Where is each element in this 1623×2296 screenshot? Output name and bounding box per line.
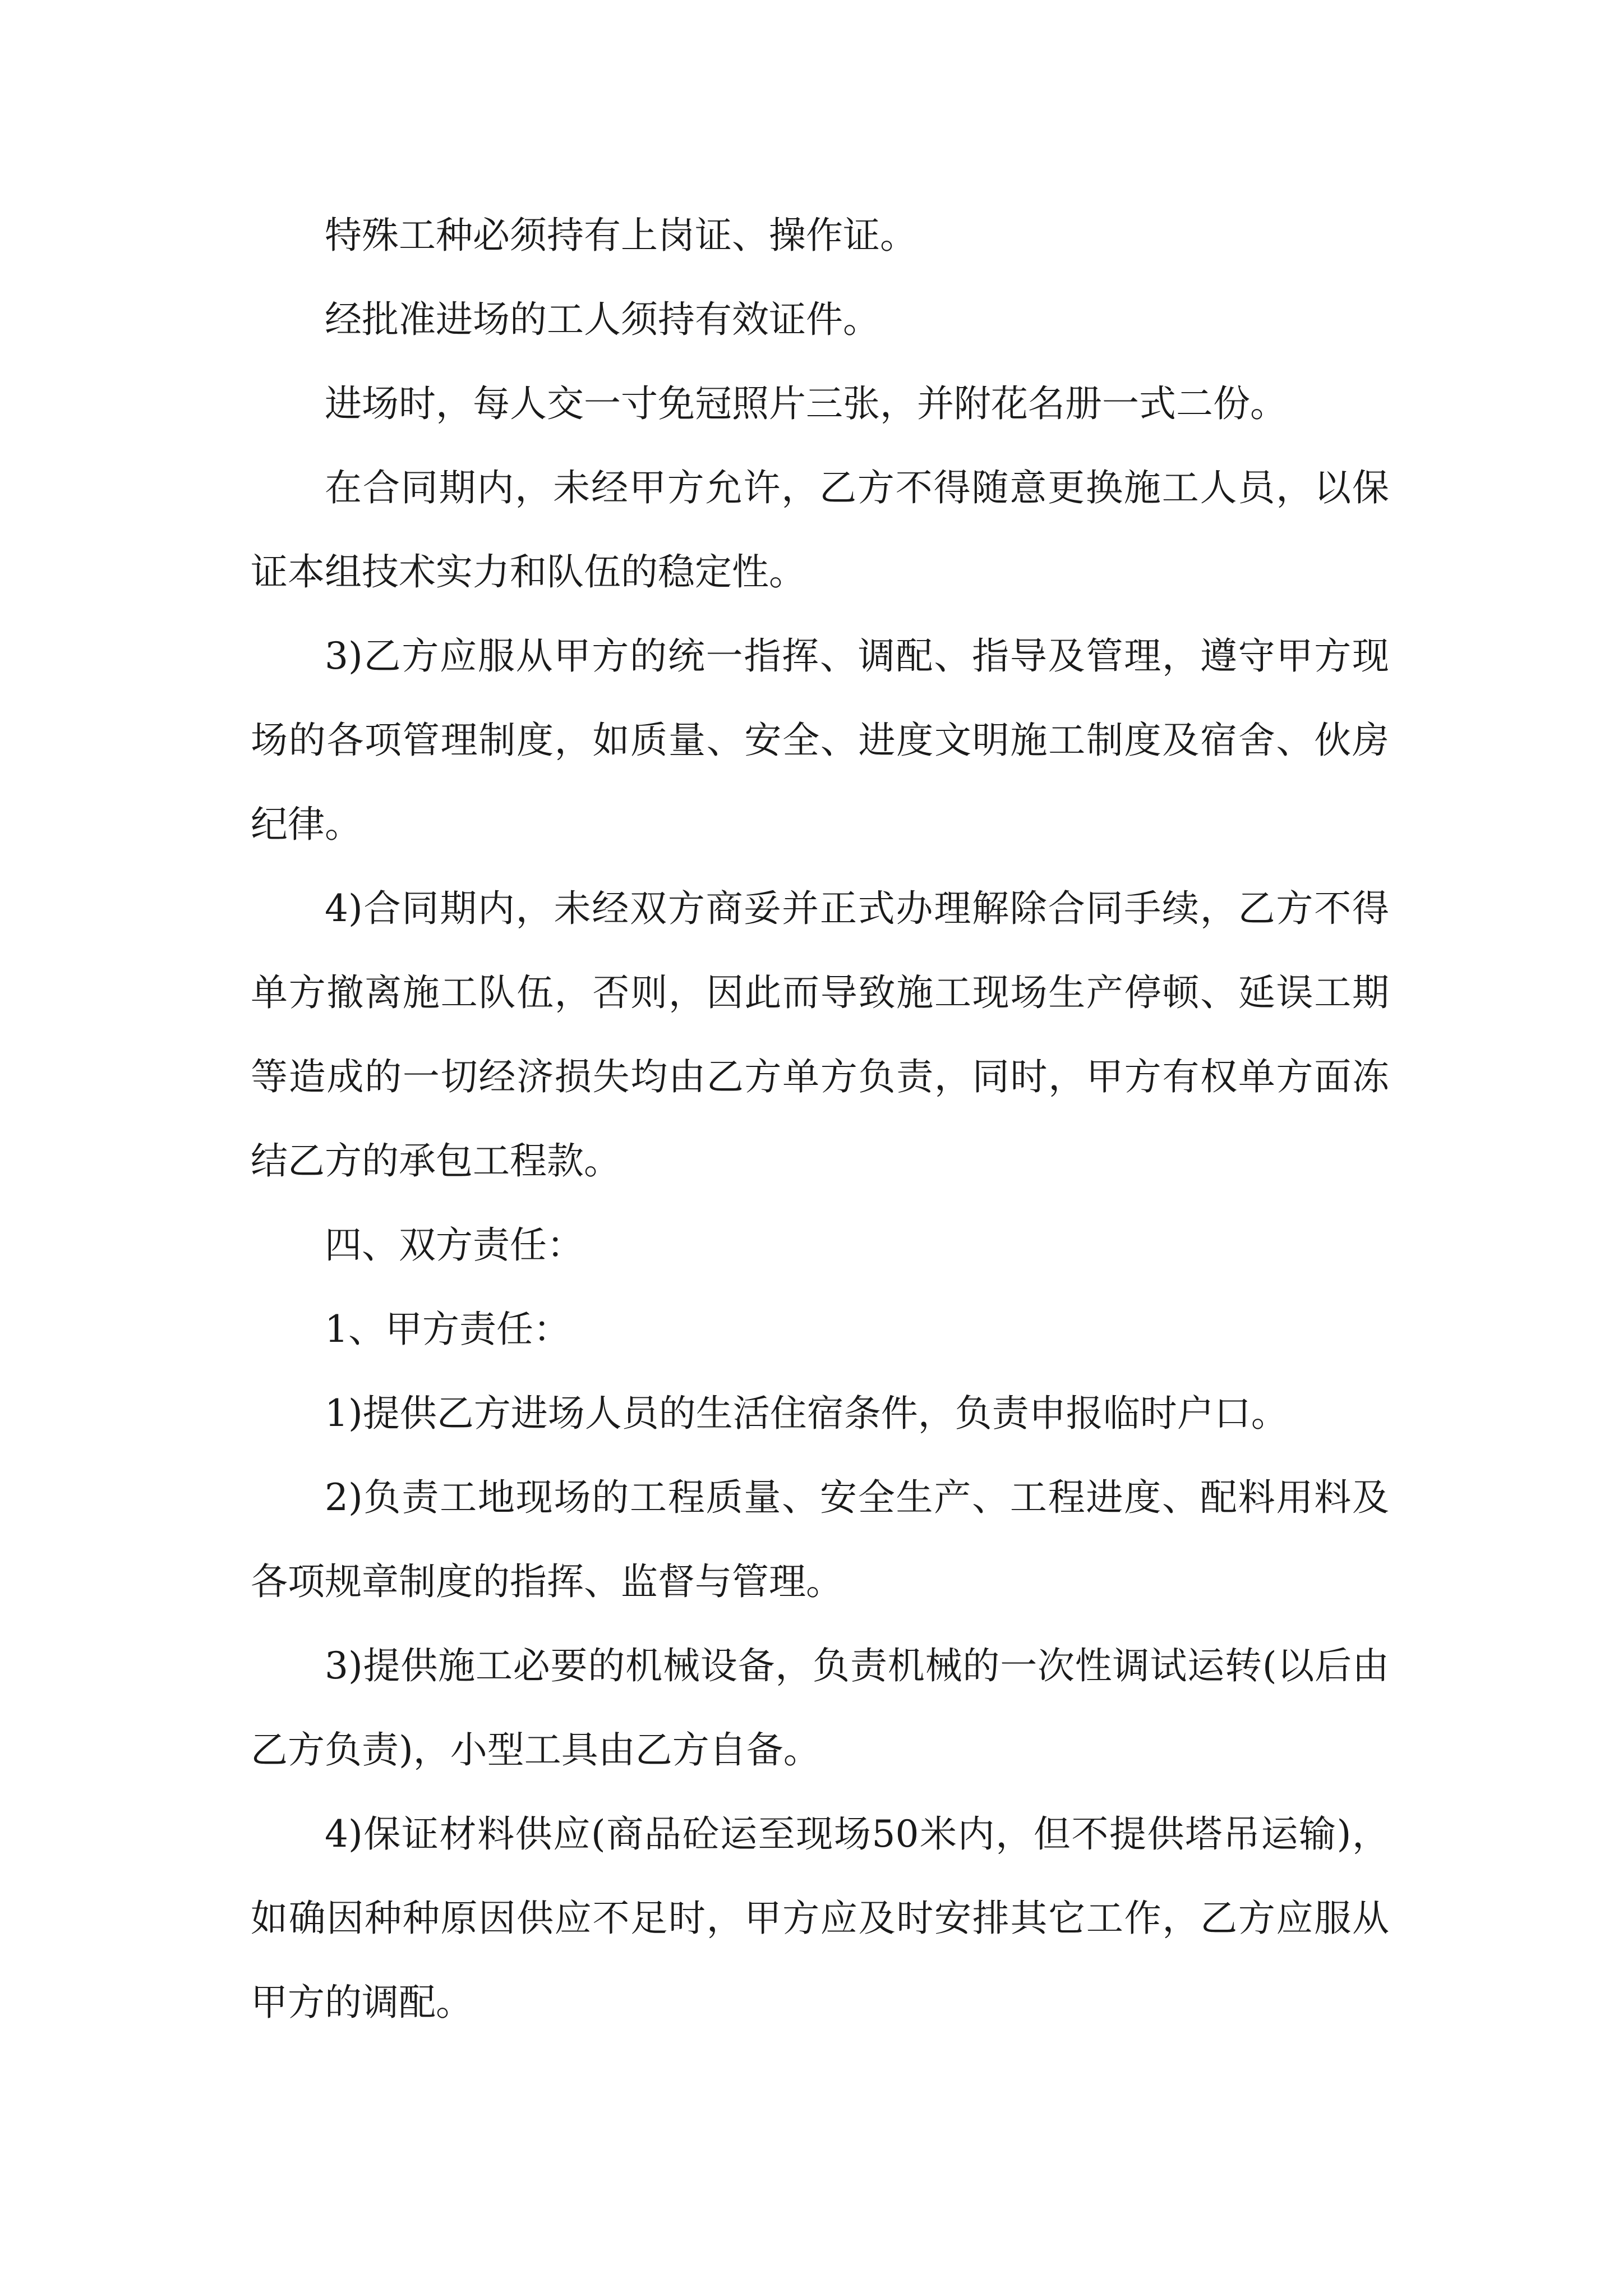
paragraph-no-personnel-change: 在合同期内，未经甲方允许，乙方不得随意更换施工人员，以保证本组技术实力和队伍的稳定性。 [251, 466, 1389, 593]
paragraph-a-2-site-management: 2)负责工地现场的工程质量、安全生产、工程进度、配料用料及各项规章制度的指挥、监督与管理。 [251, 1476, 1389, 1603]
document-body [251, 194, 1389, 2045]
paragraph-valid-documents: 经批准进场的工人须持有效证件。 [325, 298, 880, 341]
paragraph-special-workers-certificates: 特殊工种必须持有上岗证、操作证。 [325, 214, 917, 257]
section-heading-mutual-responsibilities: 四、双方责任： [325, 1223, 584, 1267]
paragraph-item-4-no-withdrawal: 4)合同期内，未经双方商妥并正式办理解除合同手续，乙方不得单方撤离施工队伍，否则，因此而导致施工现场生产停顿、延误工期等造成的一切经济损失均由乙方单方负责，同时，甲方有权单方面冻结乙方的承包工程款。 [251, 887, 1389, 1182]
paragraph-a-1-accommodation: 1)提供乙方进场人员的生活住宿条件，负责申报临时户口。 [325, 1392, 1288, 1435]
paragraph-photos-roster: 进场时，每人交一寸免冠照片三张，并附花名册一式二份。 [325, 382, 1287, 425]
subheading-party-a-responsibilities: 1、甲方责任： [325, 1308, 570, 1351]
paragraph-a-4-material-supply: 4)保证材料供应(商品砼运至现场50米内，但不提供塔吊运输)，如确因种种原因供应不足时，甲方应及时安排其它工作，乙方应服从甲方的调配。 [251, 1812, 1389, 2024]
paragraph-a-3-equipment: 3)提供施工必要的机械设备，负责机械的一次性调试运转(以后由乙方负责)，小型工具由乙方自备。 [251, 1644, 1389, 1772]
paragraph-item-3-obey-management: 3)乙方应服从甲方的统一指挥、调配、指导及管理，遵守甲方现场的各项管理制度，如质量、安全、进度文明施工制度及宿舍、伙房纪律。 [251, 634, 1389, 846]
